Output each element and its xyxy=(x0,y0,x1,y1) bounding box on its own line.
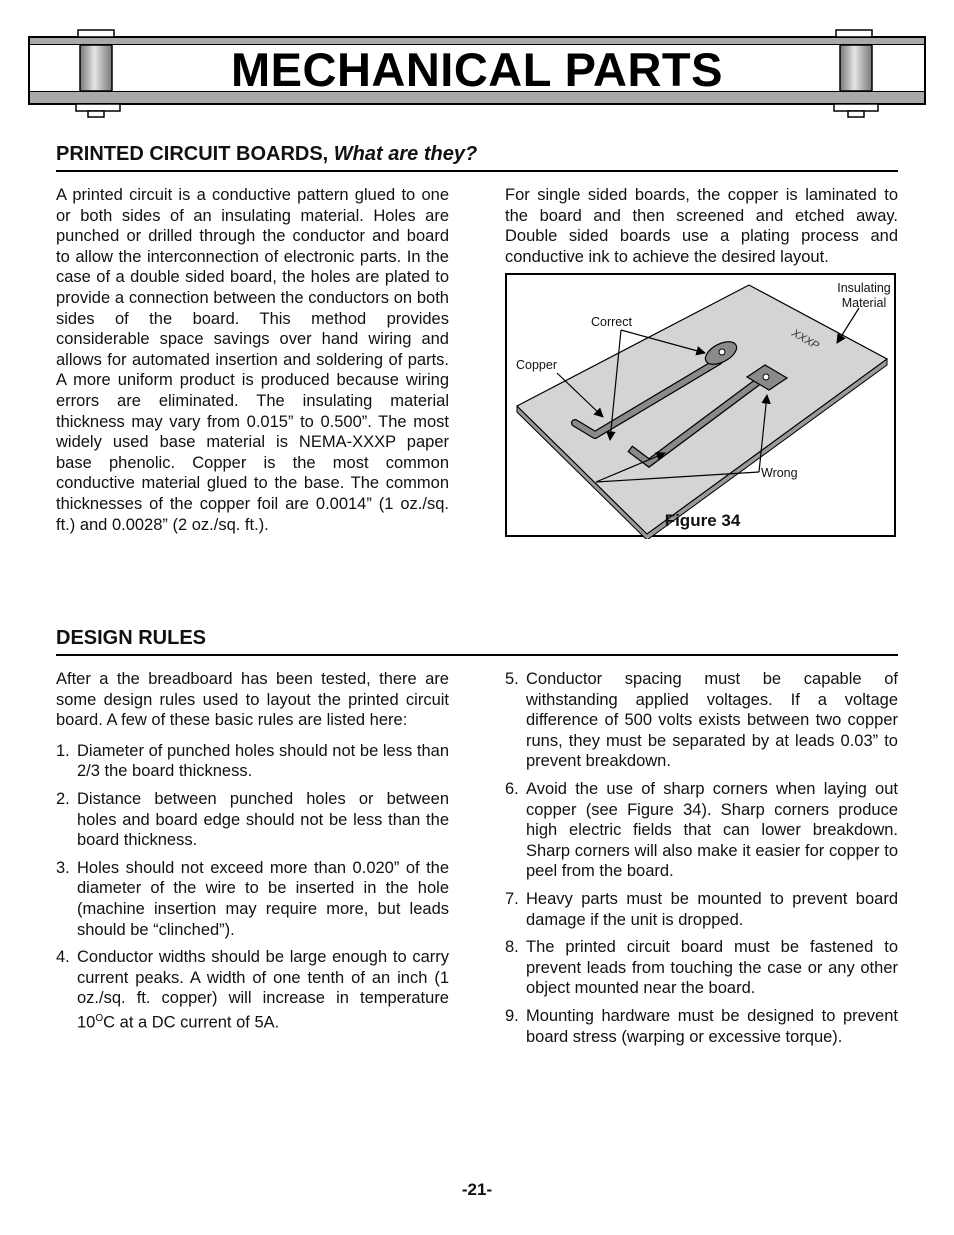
rule-number: 2. xyxy=(56,789,70,808)
rule-number: 6. xyxy=(505,779,519,798)
rule-text: Conductor spacing must be capable of withstanding applied voltages. If a voltage difference of 500 volts exists between two copper runs, they must be separated by at leads 0.03” to prevent breakdown. xyxy=(526,670,898,771)
label-wrong: Wrong xyxy=(761,466,798,480)
rule-number: 1. xyxy=(56,741,70,760)
rule-text: Distance between punched holes or between holes and board edge should not be less than the board thickness. xyxy=(77,789,449,850)
pcb-heading-main: PRINTED CIRCUIT BOARDS, xyxy=(56,143,329,165)
rule-text: Avoid the use of sharp corners when laying out copper (see Figure 34). Sharp corners produce high electric fields that can lower breakdown. Sharp corners will also make it easier for copper to peel from the board. xyxy=(526,779,898,881)
board-marking: XXXP xyxy=(789,327,821,353)
design-right-column xyxy=(505,669,898,1054)
label-copper: Copper xyxy=(516,358,557,372)
rule-text-end: C at a DC current of 5A. xyxy=(103,1013,280,1032)
rule-text: The printed circuit board must be fastened to prevent leads from touching the case or any other object mounted near the board. xyxy=(526,938,898,998)
label-insulating-material xyxy=(834,281,894,311)
figure-34 xyxy=(505,273,896,537)
design-left-column xyxy=(56,669,449,1040)
pcb-left-column xyxy=(56,185,449,535)
list-item xyxy=(505,669,898,772)
pcb-right-paragraph: For single sided boards, the copper is laminated to the board and then screened and etched away. Double sided boards use a plating process and conductive ink to achieve the desired layout. xyxy=(505,186,898,266)
rule-number: 3. xyxy=(56,858,70,877)
degree-superscript: O xyxy=(95,1012,104,1024)
rule-number: 5. xyxy=(505,670,519,688)
design-rules-list-right xyxy=(505,669,898,1047)
list-item xyxy=(56,947,449,1033)
rule-text: Conductor widths should be large enough to carry current peaks. A width of one tenth of an inch (1 oz./sq. ft. copper) will increase in temperature 10 xyxy=(77,948,449,1032)
label-insulating-line2: Material xyxy=(841,296,887,310)
list-item xyxy=(505,779,898,882)
rule-text: Diameter of punched holes should not be less than 2/3 the board thickness. xyxy=(77,741,449,781)
design-intro: After a the breadboard has been tested, there are some design rules used to layout the printed circuit board. A few of these basic rules are listed here: xyxy=(56,670,449,730)
rule-number: 4. xyxy=(56,948,70,967)
list-item xyxy=(56,858,449,940)
list-item xyxy=(56,789,449,851)
pcb-illustration xyxy=(507,275,898,539)
rule-number: 9. xyxy=(505,1006,519,1025)
design-rules-heading xyxy=(56,627,898,656)
rule-number: 8. xyxy=(505,938,519,957)
figure-caption: Figure 34 xyxy=(664,511,741,530)
label-correct: Correct xyxy=(591,315,632,329)
list-item xyxy=(505,889,898,930)
rule-number: 7. xyxy=(505,889,519,908)
pcb-right-column xyxy=(505,185,898,267)
page-banner xyxy=(28,28,926,120)
list-item xyxy=(56,741,449,782)
rule-text: Holes should not exceed more than 0.020” of the diameter of the wire to be inserted in the hole (machine insertion may require more, but leads should be “clinched”). xyxy=(77,858,449,939)
pcb-heading-italic: What are they? xyxy=(333,143,478,165)
page-title: MECHANICAL PARTS xyxy=(231,43,723,96)
list-item xyxy=(505,937,898,999)
design-rules-heading-text: DESIGN RULES xyxy=(56,627,207,649)
label-insulating-line1: Insulating xyxy=(837,281,891,295)
rule-text: Mounting hardware must be designed to prevent board stress (warping or excessive torque). xyxy=(526,1006,898,1046)
list-item xyxy=(505,1006,898,1047)
pcb-heading xyxy=(56,143,898,172)
design-rules-list-left xyxy=(56,741,449,1033)
rule-text: Heavy parts must be mounted to prevent board damage if the unit is dropped. xyxy=(526,889,898,929)
page-number: -21- xyxy=(461,1180,493,1199)
pcb-left-paragraph: A printed circuit is a conductive pattern glued to one or both sides of an insulating material. Holes are punched or drilled through the conductor and board to allow the interconnection of electronic parts. In the case of a double sided board, the holes are plated to provide a connection between the conductors on both sides of the board. This method provides considerable space savings over hand wiring and allows for automated insertion and soldering of parts. A more uniform product is produced because wiring errors are eliminated. The insulating material thickness may vary from 0.015” to 0.500”. The most widely used base material is NEMA-XXXP paper base phenolic. Copper is the most common conductive material glued to the base. The common thicknesses of the copper foil are 0.0014” (1 oz./sq. ft.) and 0.0028” (2 oz./sq. ft.). xyxy=(56,186,449,534)
